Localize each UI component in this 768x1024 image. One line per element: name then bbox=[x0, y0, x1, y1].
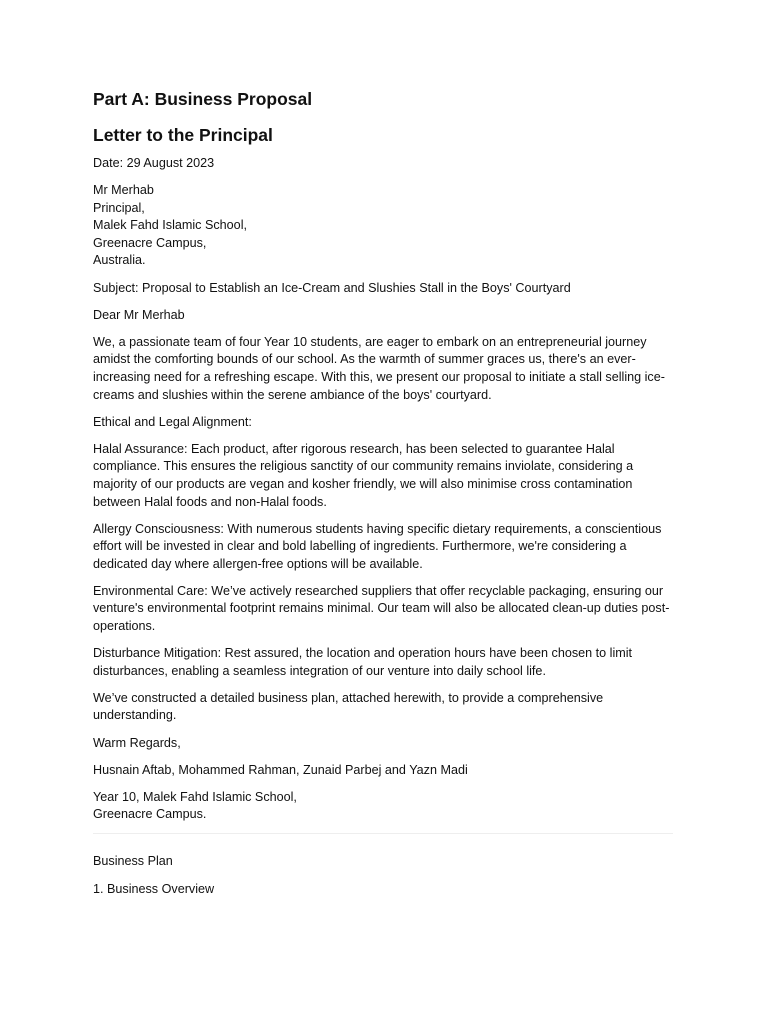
part-heading: Part A: Business Proposal bbox=[93, 89, 313, 109]
intro-paragraph: We, a passionate team of four Year 10 students, are eager to embark on an entrepreneurial journey amidst the comforting bounds of our school. As the warmth of summer graces us, there's an ever-increasing need for a refreshing escape. With this, we present our proposal to initiate a stall selling ice-creams and slushies within the serene ambiance of the boys' courtyard. bbox=[93, 334, 665, 402]
recipient-role: Principal, bbox=[93, 200, 145, 215]
section-heading: Ethical and Legal Alignment: bbox=[93, 414, 252, 429]
sender-address bbox=[93, 789, 673, 824]
closing: Warm Regards, bbox=[93, 735, 181, 750]
recipient-campus: Greenacre Campus, bbox=[93, 235, 207, 250]
sender-line-1: Year 10, Malek Fahd Islamic School, bbox=[93, 789, 297, 804]
recipient-name: Mr Merhab bbox=[93, 183, 154, 198]
halal-paragraph: Halal Assurance: Each product, after rigorous research, has been selected to guarantee Halal compliance. This ensures the religious sanctity of our community remains inviolate, considering a majority of our products are vegan and kosher friendly, we will also minimise cross contamination between Halal foods and non-Halal foods. bbox=[93, 441, 634, 509]
plan-note-paragraph: We’ve constructed a detailed business plan, attached herewith, to provide a comprehensive understanding. bbox=[93, 690, 604, 723]
recipient-country: Australia. bbox=[93, 253, 146, 268]
section-divider bbox=[93, 833, 673, 834]
business-plan-title: Business Plan bbox=[93, 854, 173, 869]
business-overview-heading: 1. Business Overview bbox=[93, 881, 215, 896]
environment-paragraph: Environmental Care: We’ve actively researched suppliers that offer recyclable packaging, ensuring our venture's environmental footprint remains minimal. Our team will also be allocated clean-up duties post-operations. bbox=[93, 583, 670, 634]
document-page bbox=[93, 88, 673, 908]
salutation: Dear Mr Merhab bbox=[93, 307, 185, 322]
recipient-address bbox=[93, 182, 673, 270]
signatories: Husnain Aftab, Mohammed Rahman, Zunaid Parbej and Yazn Madi bbox=[93, 762, 468, 777]
letter-date: Date: 29 August 2023 bbox=[93, 156, 215, 170]
sender-line-2: Greenacre Campus. bbox=[93, 807, 207, 822]
allergy-paragraph: Allergy Consciousness: With numerous students having specific dietary requirements, a conscientious effort will be invested in clear and bold labelling of ingredients. Furthermore, we're considering a dedicated day where allergen-free options will be available. bbox=[93, 521, 662, 571]
letter-title: Letter to the Principal bbox=[93, 125, 273, 145]
letter-subject: Subject: Proposal to Establish an Ice-Cream and Slushies Stall in the Boys' Courtyard bbox=[93, 280, 571, 295]
disturbance-paragraph: Disturbance Mitigation: Rest assured, the location and operation hours have been chosen to limit disturbances, enabling a seamless integration of our venture into daily school life. bbox=[93, 646, 633, 678]
recipient-school: Malek Fahd Islamic School, bbox=[93, 218, 247, 233]
